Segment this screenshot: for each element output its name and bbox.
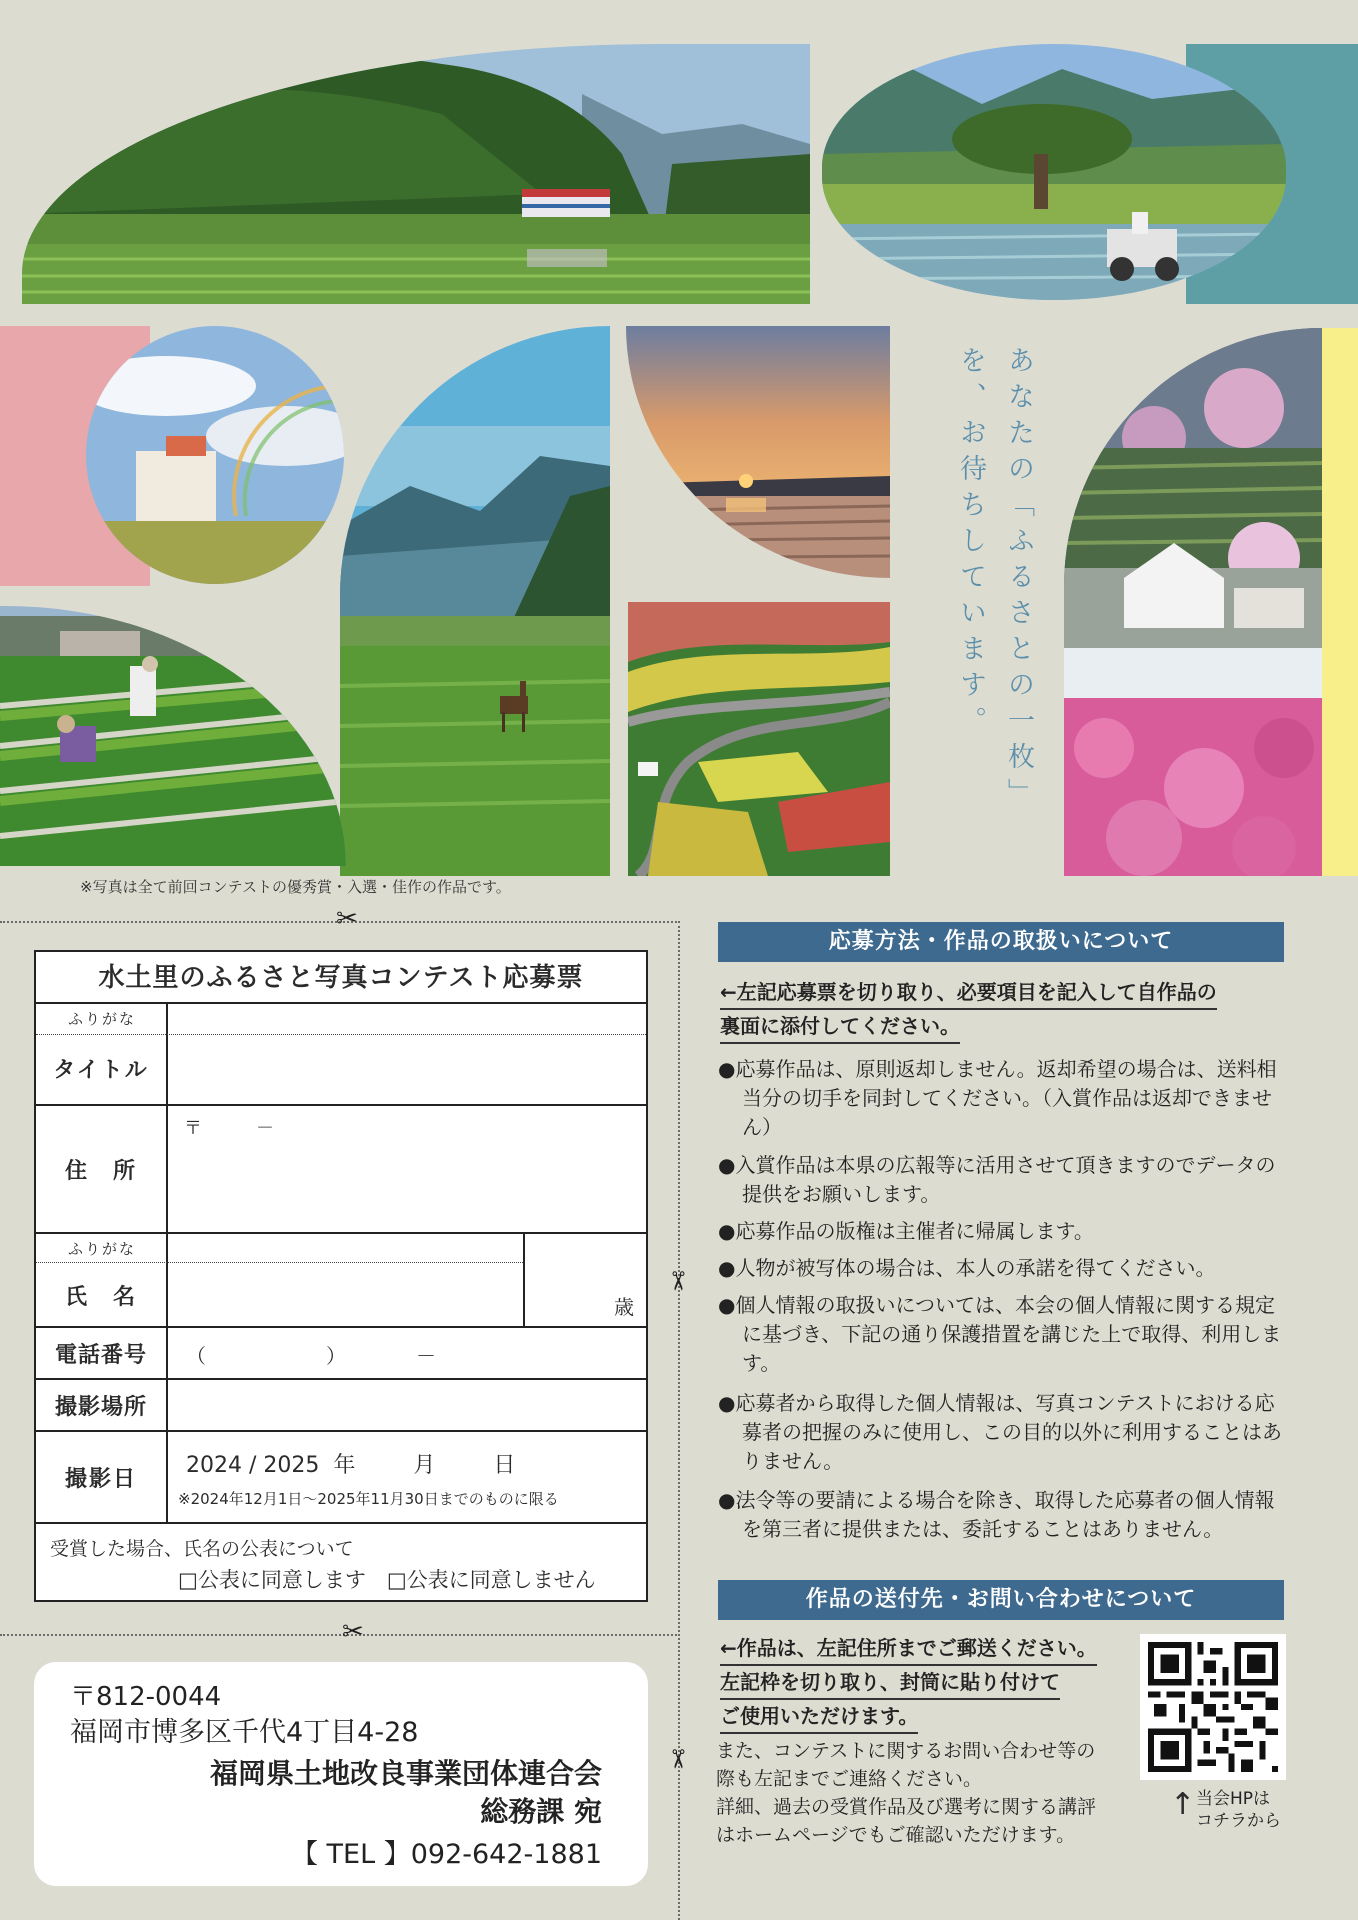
photo-rainbow-elevator <box>86 326 344 584</box>
contact-note-2: 際も左記までご連絡ください。 <box>716 1768 983 1790</box>
entry-info-bullet: ●法令等の要請による場合を除き、取得した応募者の個人情報を第三者に提供または、委託することはありません。 <box>718 1488 1275 1541</box>
date-format: 2024 / 2025 年 月 日 <box>186 1453 516 1478</box>
telephone-number: 【 TEL 】092-642-1881 <box>290 1839 602 1870</box>
arrow-up-icon: ↑ <box>1170 1787 1196 1822</box>
scissors-icon: ✂ <box>336 904 358 934</box>
scissors-icon: ✂ <box>661 1748 692 1770</box>
contact-line-2: 左記枠を切り取り、封筒に貼り付けて <box>720 1666 1060 1700</box>
photo-onion-harvest <box>0 606 346 866</box>
title-label: タイトル <box>36 1004 168 1104</box>
contact-note-4: はホームページでもご確認いただけます。 <box>716 1824 1076 1846</box>
entry-info-bullet: ●応募作品は、原則返却しません。返却希望の場合は、送料相当分の切手を同封してください。（入賞作品は返却できません） <box>718 1057 1277 1139</box>
phone-label: 電話番号 <box>36 1328 168 1378</box>
photo-sunset-paddy <box>626 326 890 578</box>
contact-note-1: また、コンテストに関するお問い合わせ等の <box>716 1740 1096 1762</box>
yellow-accent-block <box>1322 328 1358 876</box>
entry-form-title: 水土里のふるさと写真コンテスト応募票 <box>36 952 646 1004</box>
photo-rice-planting-tree <box>822 44 1286 300</box>
entry-info-bullet: ●応募者から取得した個人情報は、写真コンテストにおける応募者の把握のみに使用し、この目的以外に利用することはありません。 <box>718 1391 1282 1473</box>
location-label: 撮影場所 <box>36 1380 168 1430</box>
entry-info-lead-1: ←左記応募票を切り取り、必要項目を記入して自作品の <box>720 976 1217 1010</box>
entry-info-bullet: ●人物が被写体の場合は、本人の承諾を得てください。 <box>718 1256 1216 1280</box>
age-suffix: 歳 <box>614 1295 634 1319</box>
name-field[interactable] <box>170 1264 523 1326</box>
form-row-name <box>36 1234 646 1328</box>
furigana-divider <box>36 1034 646 1035</box>
organization-name: 福岡県土地改良事業団体連合会 <box>209 1757 602 1790</box>
photo-train-rice-field <box>22 44 810 304</box>
scissors-icon: ✂ <box>342 1617 364 1647</box>
campaign-vertical-copy: あなたの「ふるさとの一枚」を、お待ちしています。 <box>955 346 1034 814</box>
scissors-icon: ✂ <box>661 1270 692 1292</box>
address-field[interactable] <box>170 1106 646 1232</box>
qr-code-icon <box>1148 1642 1278 1772</box>
publish-question: 受賞した場合、氏名の公表について <box>50 1538 354 1560</box>
qr-caption-1: 当会HPは <box>1196 1789 1271 1809</box>
furigana-divider <box>36 1262 525 1263</box>
cut-line-middle <box>0 1634 680 1636</box>
contact-line-3: ご使用いただけます。 <box>720 1700 918 1734</box>
date-label: 撮影日 <box>36 1432 168 1522</box>
location-field[interactable] <box>170 1380 646 1430</box>
entry-info-header: 応募方法・作品の取扱いについて <box>718 922 1284 962</box>
date-field[interactable] <box>170 1432 646 1522</box>
form-row-address <box>36 1106 646 1234</box>
phone-field[interactable] <box>170 1328 646 1378</box>
form-row-title <box>36 1004 646 1106</box>
qr-caption-2: コチラから <box>1196 1811 1281 1831</box>
name-label: 氏 名 <box>36 1234 168 1326</box>
contact-header: 作品の送付先・お問い合わせについて <box>718 1580 1284 1620</box>
entry-info-bullet: ●応募作品の版権は主催者に帰属します。 <box>718 1219 1094 1243</box>
address-postal-mark: 〒 － <box>184 1118 274 1139</box>
photo-deer-valley <box>340 326 610 876</box>
form-row-date <box>36 1432 646 1524</box>
date-range-note: ※2024年12月1日～2025年11月30日までのものに限る <box>178 1490 559 1508</box>
cut-line-vertical <box>678 921 680 1920</box>
photo-terraced-flowers <box>628 602 890 876</box>
title-field[interactable] <box>170 1036 646 1104</box>
qr-code[interactable] <box>1140 1634 1286 1780</box>
contact-note-3: 詳細、過去の受賞作品及び選考に関する講評 <box>716 1796 1097 1818</box>
form-row-location <box>36 1380 646 1432</box>
contact-line-1: ←作品は、左記住所までご郵送ください。 <box>720 1632 1097 1666</box>
furigana-label: ふりがな <box>67 1010 136 1028</box>
title-furigana-field[interactable] <box>170 1004 646 1034</box>
name-furigana-field[interactable] <box>170 1234 523 1262</box>
entry-info-lead-2: 裏面に添付してください。 <box>720 1010 960 1044</box>
mailing-address-card <box>34 1662 648 1886</box>
entry-form <box>34 950 648 1602</box>
form-row-phone <box>36 1328 646 1380</box>
photo-peach-blossom-village <box>1064 328 1322 876</box>
address-label: 住 所 <box>36 1106 168 1232</box>
department-name: 総務課 宛 <box>480 1795 602 1828</box>
publish-consent-options[interactable]: □公表に同意します □公表に同意しません <box>178 1568 596 1592</box>
entry-info-bullet: ●入賞作品は本県の広報等に活用させて頂きますのでデータの提供をお願いします。 <box>718 1153 1276 1206</box>
photo-credit-note: ※写真は全て前回コンテストの優秀賞・入選・佳作の作品です。 <box>80 878 511 896</box>
entry-info-bullet: ●個人情報の取扱いについては、本会の個人情報に関する規定に基づき、下記の通り保護措置を講じた上で取得、利用します。 <box>718 1293 1282 1375</box>
postal-code: 〒812-0044 <box>70 1682 222 1712</box>
phone-format: （ ） － <box>186 1344 436 1368</box>
furigana-label: ふりがな <box>67 1240 136 1258</box>
street-address: 福岡市博多区千代4丁目4-28 <box>70 1717 419 1748</box>
